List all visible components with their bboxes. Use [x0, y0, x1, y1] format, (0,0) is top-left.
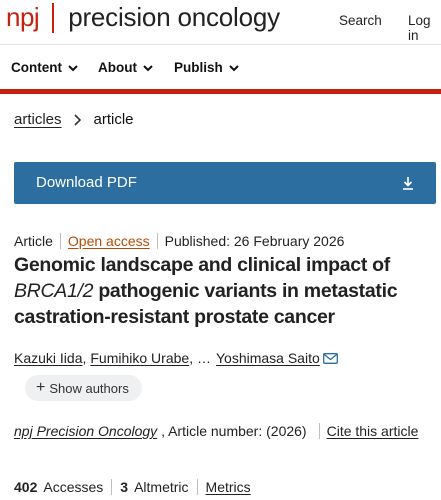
chevron-down-icon — [68, 64, 78, 72]
download-icon — [402, 176, 414, 190]
nav-about-label: About — [98, 60, 137, 75]
open-access-link[interactable]: Open access — [67, 233, 150, 249]
nav-publish-menu[interactable] — [174, 60, 239, 75]
metrics-link[interactable]: Metrics — [205, 479, 251, 495]
site-header — [0, 0, 441, 44]
show-authors-label: Show authors — [49, 380, 129, 396]
journal-link[interactable]: npj Precision Oncology — [14, 423, 158, 439]
chevron-down-icon — [229, 64, 239, 72]
altmetric-count: 3 — [120, 479, 129, 495]
meta-divider — [60, 233, 61, 249]
download-pdf-label: Download PDF — [36, 174, 137, 191]
breadcrumb-current: article — [93, 111, 134, 128]
author-link[interactable]: Kazuki Iida — [14, 350, 83, 366]
main-nav — [0, 44, 441, 89]
author-separator: , — [82, 350, 87, 366]
show-authors-button[interactable] — [25, 375, 142, 401]
title-part2: pathogenic variants in metastatic castration-resistant prostate cancer — [14, 280, 398, 328]
accesses-count: 402 — [14, 479, 38, 495]
logo-npj: npj — [6, 2, 40, 32]
metrics-divider — [197, 479, 198, 495]
altmetric-label: Altmetric — [134, 479, 189, 495]
cite-article-link[interactable]: Cite this article — [326, 423, 419, 439]
author-link[interactable]: Yoshimasa Saito — [215, 350, 320, 366]
brand-divider — [0, 89, 441, 94]
author-list — [14, 350, 338, 366]
journal-logo[interactable] — [6, 2, 280, 33]
nav-content-menu[interactable] — [11, 60, 78, 75]
citation-divider — [319, 423, 320, 439]
login-link[interactable]: Log in — [408, 13, 431, 43]
accesses-label: Accesses — [43, 479, 104, 495]
citation-line — [14, 419, 434, 443]
nav-publish-label: Publish — [174, 60, 223, 75]
metrics-divider — [111, 479, 112, 495]
article-type: Article — [14, 233, 53, 249]
article-number: , Article number: (2026) — [161, 423, 307, 439]
meta-divider — [157, 233, 158, 249]
logo-divider — [52, 3, 54, 33]
search-link[interactable]: Search — [339, 13, 382, 28]
chevron-right-icon — [73, 114, 81, 126]
author-link[interactable]: Fumihiko Urabe — [90, 350, 190, 366]
nav-content-label: Content — [11, 60, 62, 75]
download-pdf-button[interactable] — [14, 162, 436, 204]
published-date: Published: 26 February 2026 — [164, 233, 345, 249]
author-ellipsis: , … — [189, 350, 211, 366]
logo-title: precision oncology — [68, 2, 280, 32]
chevron-down-icon — [143, 64, 153, 72]
breadcrumb — [14, 111, 134, 128]
mail-icon[interactable] — [323, 353, 338, 364]
breadcrumb-articles-link[interactable]: articles — [14, 111, 62, 128]
article-title — [14, 252, 434, 330]
nav-about-menu[interactable] — [98, 60, 153, 75]
article-meta — [14, 233, 344, 249]
plus-icon: + — [36, 379, 46, 396]
title-part1: Genomic landscape and clinical impact of — [14, 254, 390, 276]
article-metrics — [14, 479, 251, 495]
title-gene: BRCA1/2 — [14, 280, 94, 302]
